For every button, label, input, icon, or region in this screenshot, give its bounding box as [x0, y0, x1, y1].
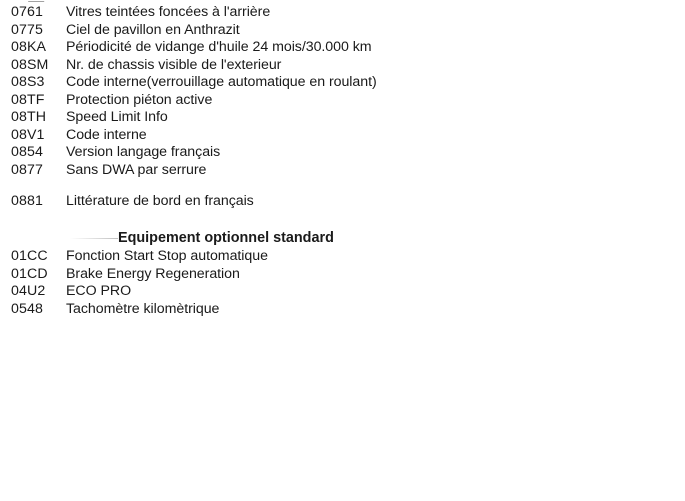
option-description: Fonction Start Stop automatique: [66, 248, 268, 264]
option-description: Vitres teintées foncées à l'arrière: [66, 4, 271, 20]
option-code: 08TH: [11, 109, 47, 125]
option-code: 08SM: [11, 57, 49, 73]
option-description: Code interne(verrouillage automatique en roulant): [66, 74, 377, 90]
option-code: 08S3: [11, 74, 45, 90]
option-description: Nr. de chassis visible de l'exterieur: [66, 57, 282, 73]
option-code: 01CC: [11, 248, 48, 264]
option-code: 0881: [11, 193, 43, 209]
option-code: 08V1: [11, 127, 45, 143]
clipped-previous-line: [28, 0, 48, 2]
option-description: Sans DWA par serrure: [66, 162, 207, 178]
option-code: 0877: [11, 162, 43, 178]
option-code: 0854: [11, 144, 43, 160]
option-code: 0775: [11, 22, 43, 38]
option-code: 04U2: [11, 283, 46, 299]
option-code: 0761: [11, 4, 43, 20]
option-description: Code interne: [66, 127, 147, 143]
option-description: Brake Energy Regeneration: [66, 266, 240, 282]
option-description: Speed Limit Info: [66, 109, 168, 125]
option-description: Tachomètre kilomètrique: [66, 301, 220, 317]
option-description: Ciel de pavillon en Anthrazit: [66, 22, 240, 38]
section-title: Equipement optionnel standard: [118, 230, 334, 246]
option-description: Version langage français: [66, 144, 221, 160]
option-code: 08TF: [11, 92, 45, 108]
scan-smudge-line: [70, 238, 118, 239]
option-code: 08KA: [11, 39, 47, 55]
option-description: Protection piéton active: [66, 92, 213, 108]
option-description: Périodicité de vidange d'huile 24 mois/30.000 km: [66, 39, 372, 55]
option-code: 0548: [11, 301, 43, 317]
option-description: Littérature de bord en français: [66, 193, 254, 209]
option-description: ECO PRO: [66, 283, 132, 299]
option-code: 01CD: [11, 266, 48, 282]
